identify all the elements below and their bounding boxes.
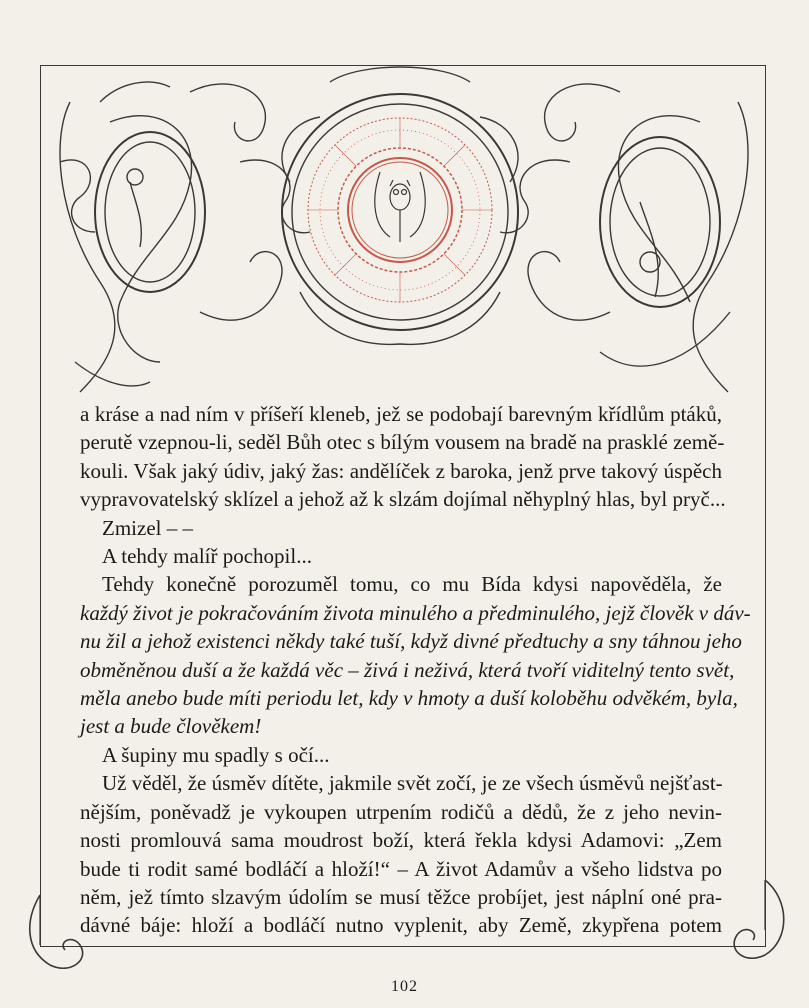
text-line: nosti promlouvá sama moudrost boží, která řekla kdysi Adamovi: „Zem — [80, 828, 722, 853]
text-line: perutě vzepnou-li, seděl Bůh otec s bílým vousem na bradě na prasklé země- — [80, 430, 725, 455]
text-line: kouli. Však jaký údiv, jaký žas: andělíček z baroka, jenž prve takový úspěch — [80, 458, 722, 483]
text-line: Zmizel – – — [102, 515, 193, 540]
italic-text-line: nu žil a jehož existenci někdy také tuší, když divné předtuchy a sny táhnou jeho — [80, 629, 742, 654]
paragraph-6 — [80, 769, 722, 939]
page-number: 102 — [391, 978, 418, 995]
text-line: A šupiny mu spadly s očí... — [102, 742, 330, 767]
italic-text-line: každý život je pokračováním života minulého a předminulého, jejž člověk v dáv- — [80, 600, 751, 625]
text-line: dávné báje: hloží a bodláčí nutno vyplenit, aby Země, zkypřena potem — [80, 913, 722, 938]
text-line: bude ti rodit samé bodláčí a hloží!“ – A život Adamův a všeho lidstva po — [80, 856, 722, 881]
owl-icon — [375, 172, 425, 242]
baroque-ornament-illustration — [40, 62, 768, 402]
text-line: nějším, poněvadž je vykoupen utrpením rodičů a dědů, že z jeho nevin- — [80, 799, 722, 824]
italic-text-line: měla anebo bude míti periodu let, kdy v hmoty a duší koloběhu odvěkém, byla, — [80, 686, 738, 711]
paragraph-4 — [80, 570, 751, 740]
paragraph-5 — [80, 741, 722, 769]
bottom-right-flourish — [715, 870, 795, 970]
paragraph-3 — [80, 542, 722, 570]
text-line: A tehdy malíř pochopil... — [102, 544, 312, 569]
paragraph-2 — [80, 514, 722, 542]
italic-text-line: jest a bude člověkem! — [80, 714, 262, 739]
text-line: Už věděl, že úsměv dítěte, jakmile svět zočí, je ze všech úsměvů nejšťast- — [102, 771, 723, 796]
body-text — [80, 400, 751, 940]
text-line: Tehdy konečně porozuměl tomu, co mu Bída kdysi napověděla, že — [102, 572, 722, 597]
text-line: a kráse a nad ním v příšeří kleneb, jež se podobají barevným křídlům ptáků, — [80, 402, 722, 426]
paragraph-1 — [80, 400, 726, 514]
text-line: vypravovatelský sklízel a jehož až k slzám dojímal něhyplný hlas, byl pryč... — [80, 487, 726, 512]
text-line: něm, jež tímto slzavým údolím se musí těžce probíjet, jest náplní oné pra- — [80, 884, 722, 909]
italic-text-line: obměněnou duší a že každá věc – živá i neživá, která tvoří viditelný tento svět, — [80, 657, 735, 682]
